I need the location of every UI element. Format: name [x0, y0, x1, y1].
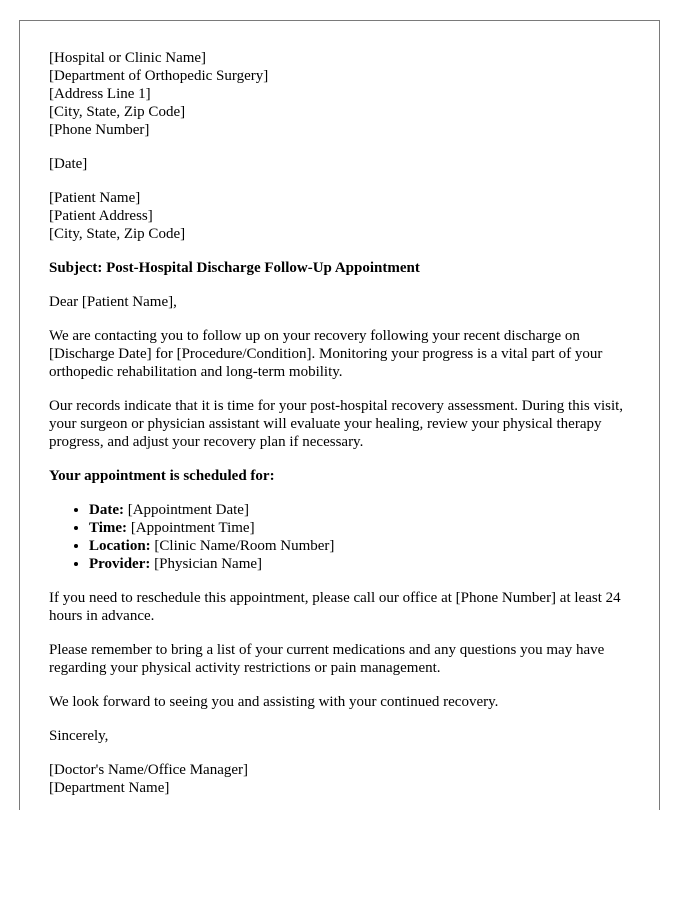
appointment-provider-item — [89, 555, 629, 573]
appointment-list — [49, 501, 629, 573]
closing: Sincerely, — [49, 728, 109, 744]
letter-page — [19, 20, 660, 810]
appointment-time-item — [89, 519, 629, 537]
body-paragraph: We look forward to seeing you and assisting with your continued recovery. — [49, 694, 499, 710]
appointment-location-item — [89, 537, 629, 555]
date-block — [49, 155, 629, 173]
sender-city: [City, State, Zip Code] — [49, 104, 186, 120]
appointment-value: [Clinic Name/Room Number] — [150, 538, 335, 554]
appointment-value: [Appointment Date] — [123, 502, 249, 518]
recipient-block — [49, 189, 629, 243]
appointment-label: Provider: — [89, 556, 151, 572]
signature-block — [49, 761, 629, 797]
sender-phone: [Phone Number] — [49, 122, 150, 138]
sender-department: [Department of Orthopedic Surgery] — [49, 68, 269, 84]
appointment-label: Date: — [89, 502, 124, 518]
greeting: Dear [Patient Name], — [49, 294, 177, 310]
body-paragraph: We are contacting you to follow up on your recovery following your recent discharge on [Discharge Date] for [Procedure/Condition]. Monitoring your progress is a vital part of your orthopedic rehabilitation and long-term mobility. — [49, 328, 603, 380]
appointment-label: Location: — [89, 538, 151, 554]
letter-date: [Date] — [49, 156, 88, 172]
subject-line: Subject: Post-Hospital Discharge Follow-Up Appointment — [49, 260, 420, 276]
appointment-value: [Appointment Time] — [127, 520, 255, 536]
sender-address: [Address Line 1] — [49, 86, 151, 102]
sender-name: [Hospital or Clinic Name] — [49, 50, 207, 66]
body-paragraph: Our records indicate that it is time for your post-hospital recovery assessment. During this visit, your surgeon or physician assistant will evaluate your healing, review your physical therapy progress, and adjust your recovery plan if necessary. — [49, 398, 624, 450]
recipient-city: [City, State, Zip Code] — [49, 226, 186, 242]
body-paragraph: Please remember to bring a list of your current medications and any questions you may have regarding your physical activity restrictions or pain management. — [49, 642, 605, 676]
appointment-date-item — [89, 501, 629, 519]
sender-block — [49, 49, 629, 139]
recipient-name: [Patient Name] — [49, 190, 141, 206]
appointment-value: [Physician Name] — [150, 556, 263, 572]
recipient-address: [Patient Address] — [49, 208, 153, 224]
appointment-label: Time: — [89, 520, 128, 536]
signature-department: [Department Name] — [49, 780, 170, 796]
appointment-heading: Your appointment is scheduled for: — [49, 468, 275, 484]
body-paragraph: If you need to reschedule this appointment, please call our office at [Phone Number] at least 24 hours in advance. — [49, 590, 621, 624]
signature-name: [Doctor's Name/Office Manager] — [49, 762, 249, 778]
